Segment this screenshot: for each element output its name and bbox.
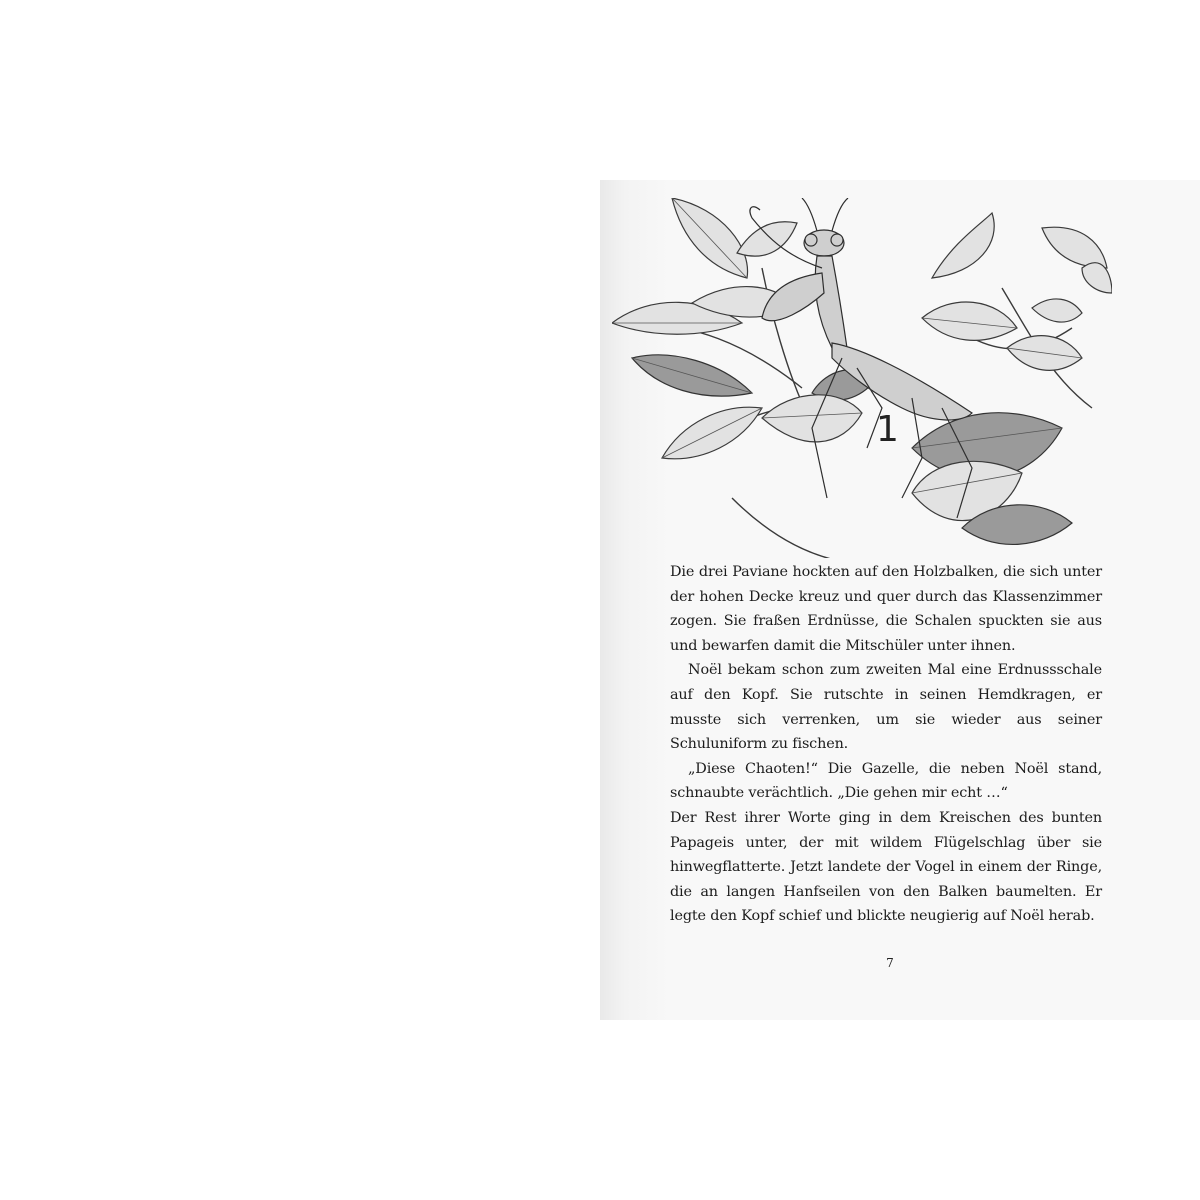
left-page-blank — [0, 180, 600, 1020]
paragraph-1: Die drei Paviane hockten auf den Holzbalken, die sich unter der hohen Decke kreuz und quer durch das Klassenzimmer zogen. Sie fraßen Erdnüsse, die Schalen spuckten sie aus und bewarfen damit die Mitschüler unter ihnen. — [670, 564, 1102, 654]
paragraph-3: „Diese Chaoten!“ Die Gazelle, die neben Noël stand, schnaubte verächtlich. „Die gehen mir echt …“ — [670, 760, 1102, 802]
page-number: 7 — [886, 956, 894, 970]
paragraph-2: Noël bekam schon zum zweiten Mal eine Erdnussschale auf den Kopf. Sie rutschte in seinen Hemdkragen, er musste sich verrenken, um sie wieder aus seiner Schuluniform zu fischen. — [670, 662, 1102, 753]
body-text — [670, 560, 1102, 929]
praying-mantis-on-leaves-illustration — [612, 198, 1112, 558]
paragraph-4: Der Rest ihrer Worte ging in dem Kreischen des bunten Papageis unter, der mit wildem Flügelschlag über sie hinwegflatterte. Jetzt landete der Vogel in einem der Ringe, die an langen Hanfseilen von den Balken baumelten. Er legte den Kopf schief und blickte neugierig auf Noël herab. — [670, 809, 1102, 925]
book-spread — [0, 180, 1200, 1020]
chapter-number: 1 — [876, 409, 899, 450]
right-page — [600, 180, 1200, 1020]
